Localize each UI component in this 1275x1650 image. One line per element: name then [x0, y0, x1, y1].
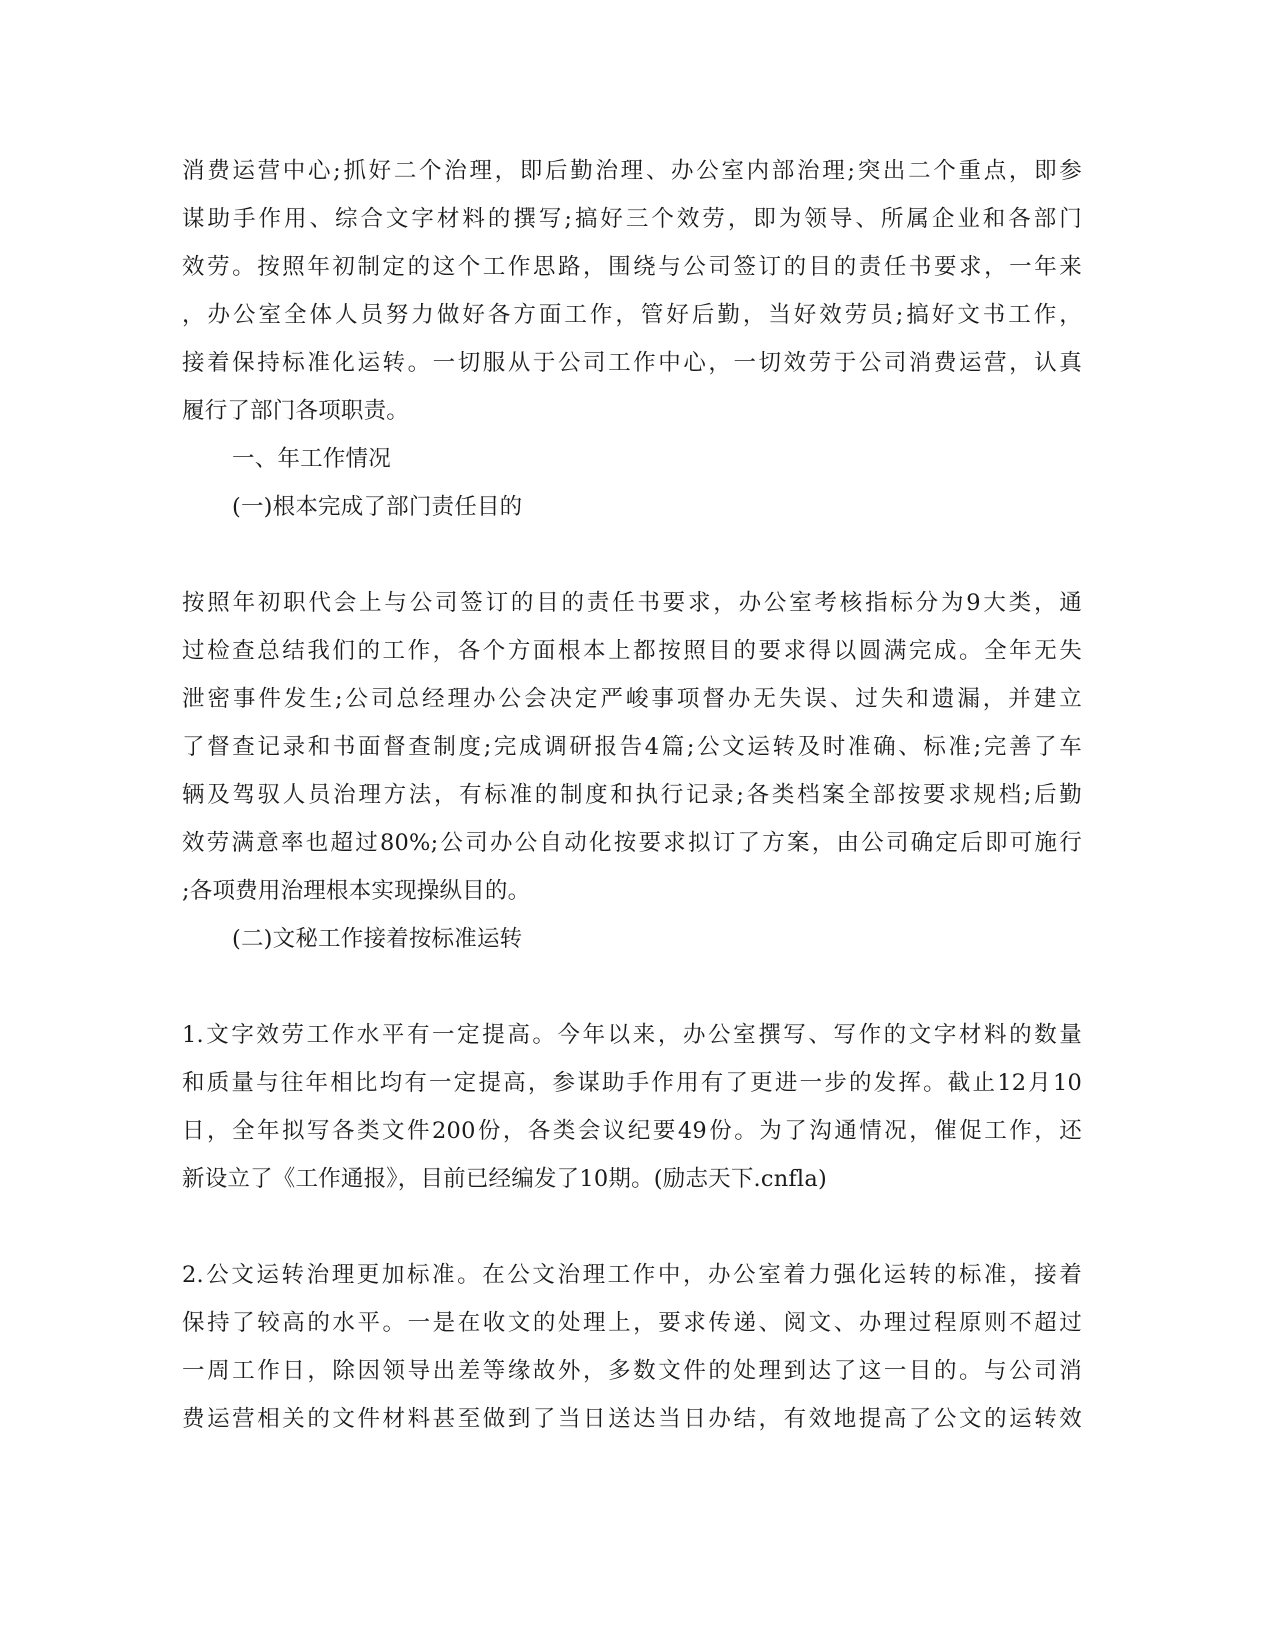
text-line: 接着保持标准化运转。一切服从于公司工作中心，一切效劳于公司消费运营，认真	[182, 350, 1082, 376]
text-line: 效劳满意率也超过80%;公司办公自动化按要求拟订了方案，由公司确定后即可施行	[182, 830, 1082, 856]
paragraph-spacer	[182, 963, 1082, 1011]
text-line: 保持了较高的水平。一是在收文的处理上，要求传递、阅文、办理过程原则不超过	[182, 1310, 1082, 1336]
text-line: 效劳。按照年初制定的这个工作思路，围绕与公司签订的目的责任书要求，一年来	[182, 254, 1082, 280]
text-line: 一周工作日，除因领导出差等缘故外，多数文件的处理到达了这一目的。与公司消	[182, 1358, 1082, 1384]
text-line: 了督查记录和书面督查制度;完成调研报告4篇;公文运转及时准确、标准;完善了车	[182, 734, 1082, 760]
text-line: 1.文字效劳工作水平有一定提高。今年以来，办公室撰写、写作的文字材料的数量	[182, 1022, 1082, 1048]
text-line: 按照年初职代会上与公司签订的目的责任书要求，办公室考核指标分为9大类，通	[182, 590, 1082, 616]
text-line: 辆及驾驭人员治理方法，有标准的制度和执行记录;各类档案全部按要求规档;后勤	[182, 782, 1082, 808]
text-line: 过检查总结我们的工作，各个方面根本上都按照目的要求得以圆满完成。全年无失	[182, 638, 1082, 664]
text-line: 谋助手作用、综合文字材料的撰写;搞好三个效劳，即为领导、所属企业和各部门	[182, 206, 1082, 232]
text-line: 日，全年拟写各类文件200份，各类会议纪要49份。为了沟通情况，催促工作，还	[182, 1118, 1082, 1144]
text-line: 和质量与往年相比均有一定提高，参谋助手作用有了更进一步的发挥。截止12月10	[182, 1070, 1082, 1096]
text-line: ，办公室全体人员努力做好各方面工作，管好后勤，当好效劳员;搞好文书工作，	[182, 302, 1082, 328]
text-line: 泄密事件发生;公司总经理办公会决定严峻事项督办无失误、过失和遗漏，并建立	[182, 686, 1082, 712]
text-line: ;各项费用治理根本实现操纵目的。	[182, 878, 531, 904]
document-body	[182, 147, 1082, 1443]
paragraph-1	[182, 147, 1082, 435]
paragraph-spacer	[182, 1203, 1082, 1251]
paragraph-4	[182, 1251, 1082, 1443]
paragraph-spacer	[182, 531, 1082, 579]
subsection-heading: (二)文秘工作接着按标准运转	[232, 926, 523, 952]
text-line: 新设立了《工作通报》，目前已经编发了10期。(励志天下.cnfla)	[182, 1166, 827, 1192]
text-line: 费运营相关的文件材料甚至做到了当日送达当日办结，有效地提高了公文的运转效	[182, 1406, 1082, 1432]
subsection-heading: (一)根本完成了部门责任目的	[232, 494, 523, 520]
text-line: 履行了部门各项职责。	[182, 398, 410, 424]
text-line: 消费运营中心;抓好二个治理，即后勤治理、办公室内部治理;突出二个重点，即参	[182, 158, 1082, 184]
text-line: 2.公文运转治理更加标准。在公文治理工作中，办公室着力强化运转的标准，接着	[182, 1262, 1082, 1288]
paragraph-3	[182, 1011, 1082, 1203]
section-heading: 一、年工作情况	[232, 446, 391, 472]
paragraph-2	[182, 579, 1082, 915]
